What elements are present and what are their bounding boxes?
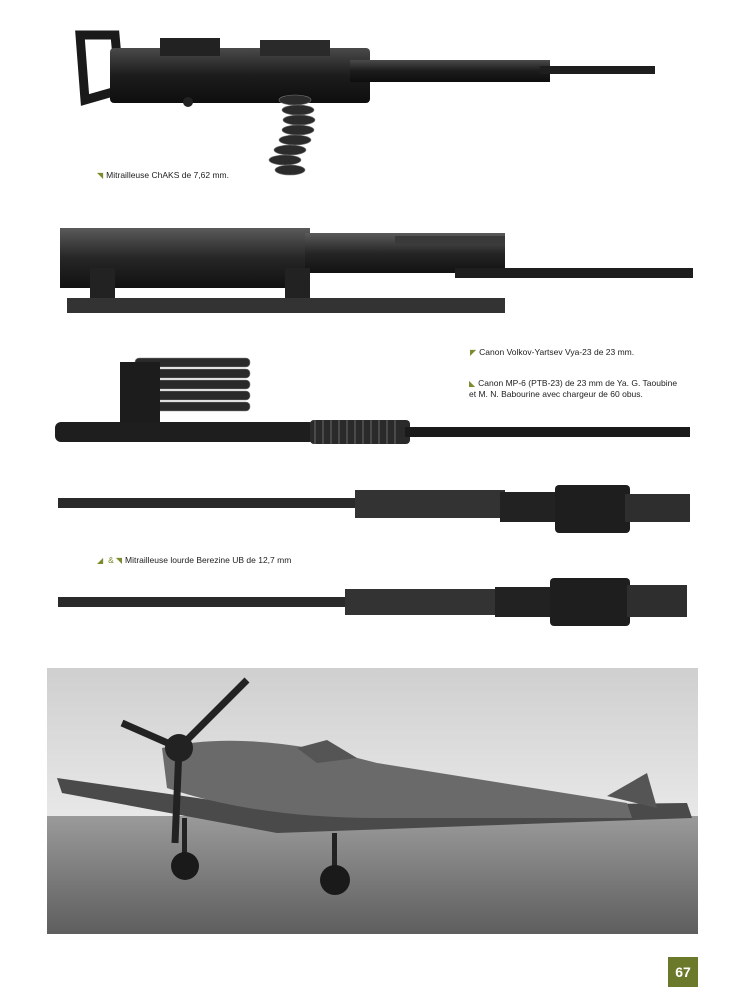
photo-vya23-cannon (55, 218, 695, 318)
photo-chaks-machine-gun (70, 30, 670, 185)
triangle-marker-icon: ◥ (97, 171, 104, 180)
photo-mp6-cannon (50, 352, 700, 454)
caption-berezine: ◢ & ◥ Mitrailleuse lourde Berezine UB de 12,7 mm (97, 555, 292, 565)
triangle-marker-icon: ◣ (469, 379, 476, 388)
triangle-marker-icon: ◢ (97, 556, 104, 565)
photo-aircraft (47, 668, 698, 934)
caption-chaks: ◥ Mitrailleuse ChAKS de 7,62 mm. (97, 170, 229, 180)
photo-berezine-ub-1 (55, 480, 695, 535)
triangle-marker-icon: ◥ (115, 556, 122, 565)
photo-berezine-ub-2 (55, 575, 695, 630)
caption-vya23: ◤ Canon Volkov-Yartsev Vya-23 de 23 mm. (470, 347, 635, 357)
page-number-badge: 67 (668, 957, 698, 987)
triangle-marker-icon: ◤ (470, 348, 477, 357)
caption-mp6: ◣ Canon MP-6 (PTB-23) de 23 mm de Ya. G. Taoubine et M. N. Babourine avec chargeur de 60 obus. (469, 378, 678, 399)
